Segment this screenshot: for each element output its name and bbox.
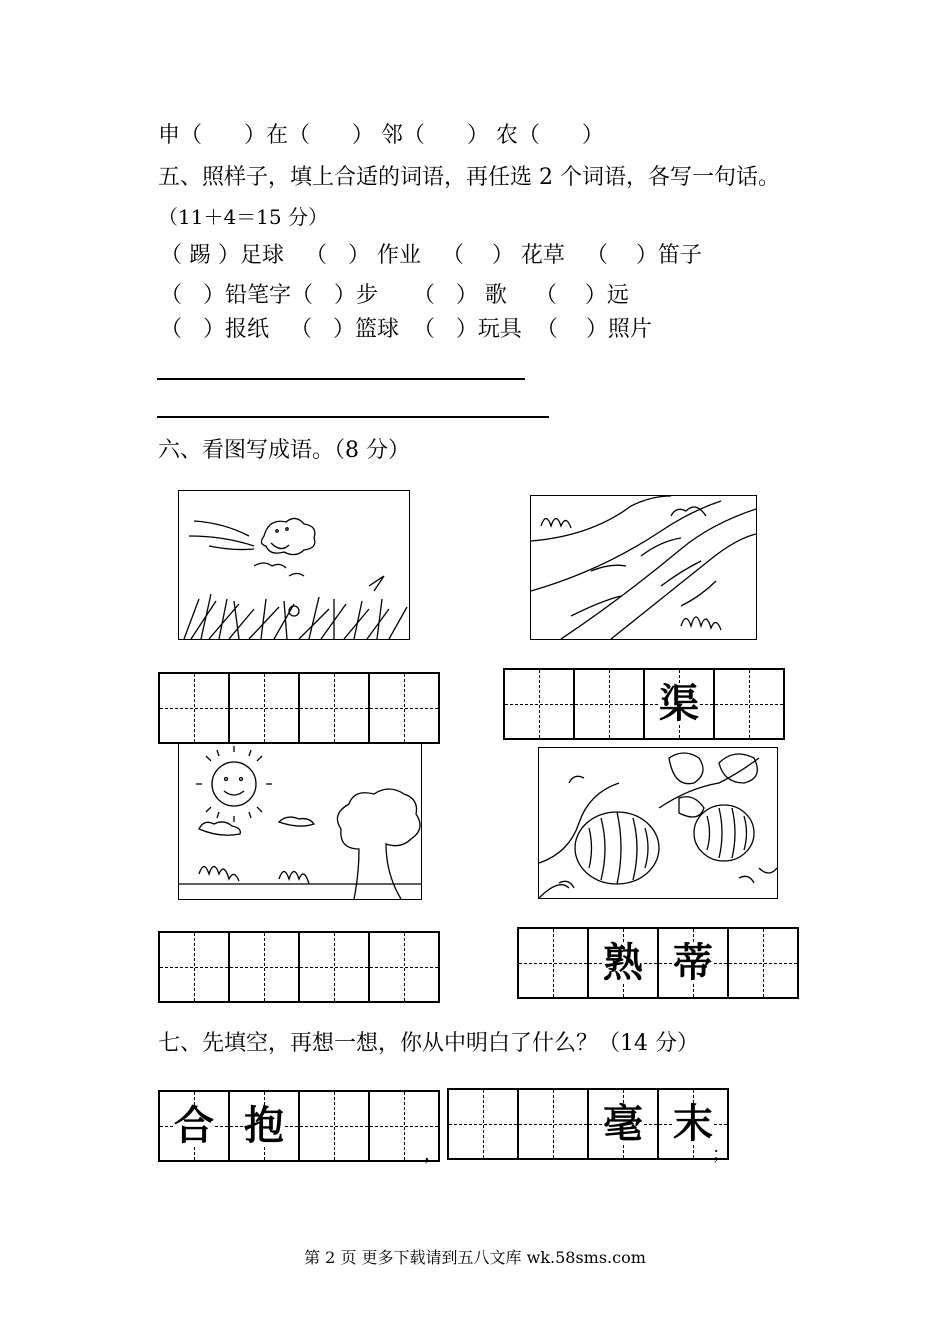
- section-six-title: 六、看图写成语。（8 分）: [158, 438, 410, 463]
- idiom-cell[interactable]: [230, 933, 300, 1001]
- idiom-cell: 毫: [589, 1090, 659, 1158]
- idiom-cell[interactable]: [300, 1092, 370, 1160]
- word-row-1: （ 踢 ）足球 （ ） 作业 （ ） 花草 （ ）笛子: [160, 243, 702, 268]
- idiom-cell: 末: [659, 1090, 729, 1158]
- idiom-cell[interactable]: [300, 674, 370, 742]
- section-five-title: 五、照样子，填上合适的词语，再任选 2 个词语，各写一句话。: [158, 165, 780, 190]
- idiom-cell[interactable]: [160, 674, 230, 742]
- idiom-grid-6[interactable]: [447, 1088, 729, 1160]
- sunny-landscape-picture: [178, 743, 422, 900]
- idiom-cell[interactable]: [370, 674, 440, 742]
- idiom-cell: 蒂: [659, 929, 729, 997]
- page-footer: 第 2 页 更多下载请到五八文库 wk.58sms.com: [304, 1248, 646, 1267]
- idiom-grid-4[interactable]: [517, 927, 799, 999]
- fill-in-line-1: 申（ ）在（ ） 邻（ ） 农（ ）: [158, 123, 604, 148]
- answer-line-2: [157, 416, 549, 418]
- idiom-grid-3[interactable]: [158, 931, 440, 1003]
- idiom-cell[interactable]: [519, 929, 589, 997]
- idiom-cell[interactable]: [729, 929, 799, 997]
- idiom-cell: 渠: [645, 670, 715, 738]
- idiom-cell[interactable]: [505, 670, 575, 738]
- idiom-grid-2[interactable]: [503, 668, 785, 740]
- word-row-2: （ ）铅笔字（ ）步 （ ） 歌 （ ）远: [160, 283, 629, 308]
- section-five-score: （11＋4＝15 分）: [158, 205, 328, 229]
- idiom-cell[interactable]: [370, 933, 440, 1001]
- idiom-cell: 合: [160, 1092, 230, 1160]
- idiom-cell: 抱: [230, 1092, 300, 1160]
- idiom-cell[interactable]: [230, 674, 300, 742]
- semicolon-mark: ；: [712, 1144, 730, 1165]
- idiom-cell[interactable]: [300, 933, 370, 1001]
- idiom-cell[interactable]: [575, 670, 645, 738]
- idiom-grid-5[interactable]: [158, 1090, 440, 1162]
- answer-line-1: [157, 378, 525, 380]
- wind-grass-picture: [178, 490, 410, 640]
- word-row-3: （ ）报纸 （ ）篮球 （ ）玩具 （ ）照片: [160, 317, 652, 342]
- idiom-cell[interactable]: [519, 1090, 589, 1158]
- idiom-cell[interactable]: [449, 1090, 519, 1158]
- section-seven-title: 七、先填空，再想一想，你从中明白了什么？（14 分）: [158, 1031, 699, 1056]
- river-channel-picture: [530, 495, 757, 640]
- comma-mark: ，: [424, 1144, 442, 1165]
- idiom-grid-1[interactable]: [158, 672, 440, 744]
- idiom-cell[interactable]: [715, 670, 785, 738]
- idiom-cell[interactable]: [160, 933, 230, 1001]
- idiom-cell: 熟: [589, 929, 659, 997]
- watermelon-vine-picture: [538, 747, 778, 899]
